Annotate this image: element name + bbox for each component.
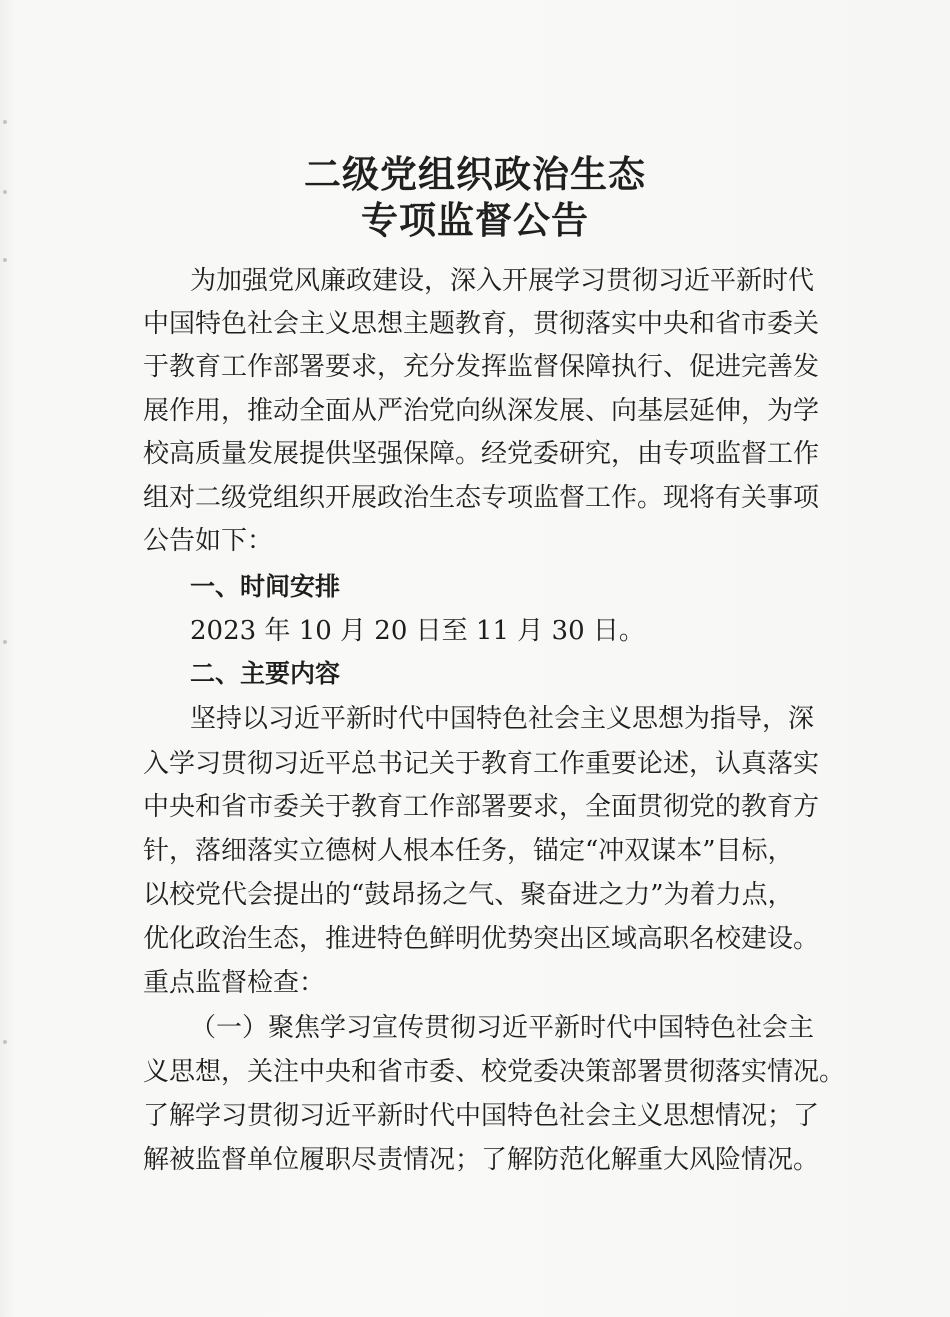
paragraph-2-line: 优化政治生态，推进特色鲜明优势突出区域高职名校建设。 <box>143 924 820 954</box>
section-2-heading: 二、主要内容 <box>190 659 341 688</box>
paragraph-2-line: 以校党代会提出的“鼓昂扬之气、聚奋进之力”为着力点， <box>143 880 794 910</box>
paragraph-2-line: 重点监督检查： <box>143 968 326 998</box>
paragraph-2-line: 中央和省市委关于教育工作部署要求，全面贯彻党的教育方 <box>143 792 820 822</box>
binding-hole-mark <box>3 1040 7 1044</box>
paragraph-3-line: 义思想，关注中央和省市委、校党委决策部署贯彻落实情况。 <box>143 1057 846 1087</box>
section-1-heading: 一、时间安排 <box>190 572 341 601</box>
paragraph-2-line: 入学习贯彻习近平总书记关于教育工作重要论述，认真落实 <box>143 749 820 779</box>
paragraph-1-line: 为加强党风廉政建设，深入开展学习贯彻习近平新时代 <box>190 266 815 296</box>
document-title-line-1: 二级党组织政治生态 <box>304 152 646 196</box>
document-title-line-2: 专项监督公告 <box>361 198 589 242</box>
paragraph-1-line: 校高质量发展提供坚强保障。经党委研究，由专项监督工作 <box>143 439 820 469</box>
paragraph-1-line: 公告如下： <box>143 526 274 556</box>
binding-hole-mark <box>3 258 7 262</box>
paragraph-2-line: 坚持以习近平新时代中国特色社会主义思想为指导，深 <box>190 704 815 734</box>
paragraph-1-line: 展作用，推动全面从严治党向纵深发展、向基层延伸，为学 <box>143 396 820 426</box>
binding-hole-mark <box>3 120 7 124</box>
paragraph-1-line: 组对二级党组织开展政治生态专项监督工作。现将有关事项 <box>143 483 820 513</box>
paragraph-1-line: 中国特色社会主义思想主题教育，贯彻落实中央和省市委关 <box>143 309 820 339</box>
paragraph-3-line: 了解学习贯彻习近平新时代中国特色社会主义思想情况；了 <box>143 1101 820 1131</box>
paragraph-1-line: 于教育工作部署要求，充分发挥监督保障执行、促进完善发 <box>143 352 820 382</box>
binding-hole-mark <box>3 640 7 644</box>
paragraph-2-line: 针，落细落实立德树人根本任务，锚定“冲双谋本”目标， <box>143 836 794 866</box>
paragraph-3-line: （一）聚焦学习宣传贯彻习近平新时代中国特色社会主 <box>190 1013 815 1043</box>
section-1-text: 2023 年 10 月 20 日至 11 月 30 日。 <box>190 616 645 646</box>
paragraph-3-line: 解被监督单位履职尽责情况；了解防范化解重大风险情况。 <box>143 1145 820 1175</box>
